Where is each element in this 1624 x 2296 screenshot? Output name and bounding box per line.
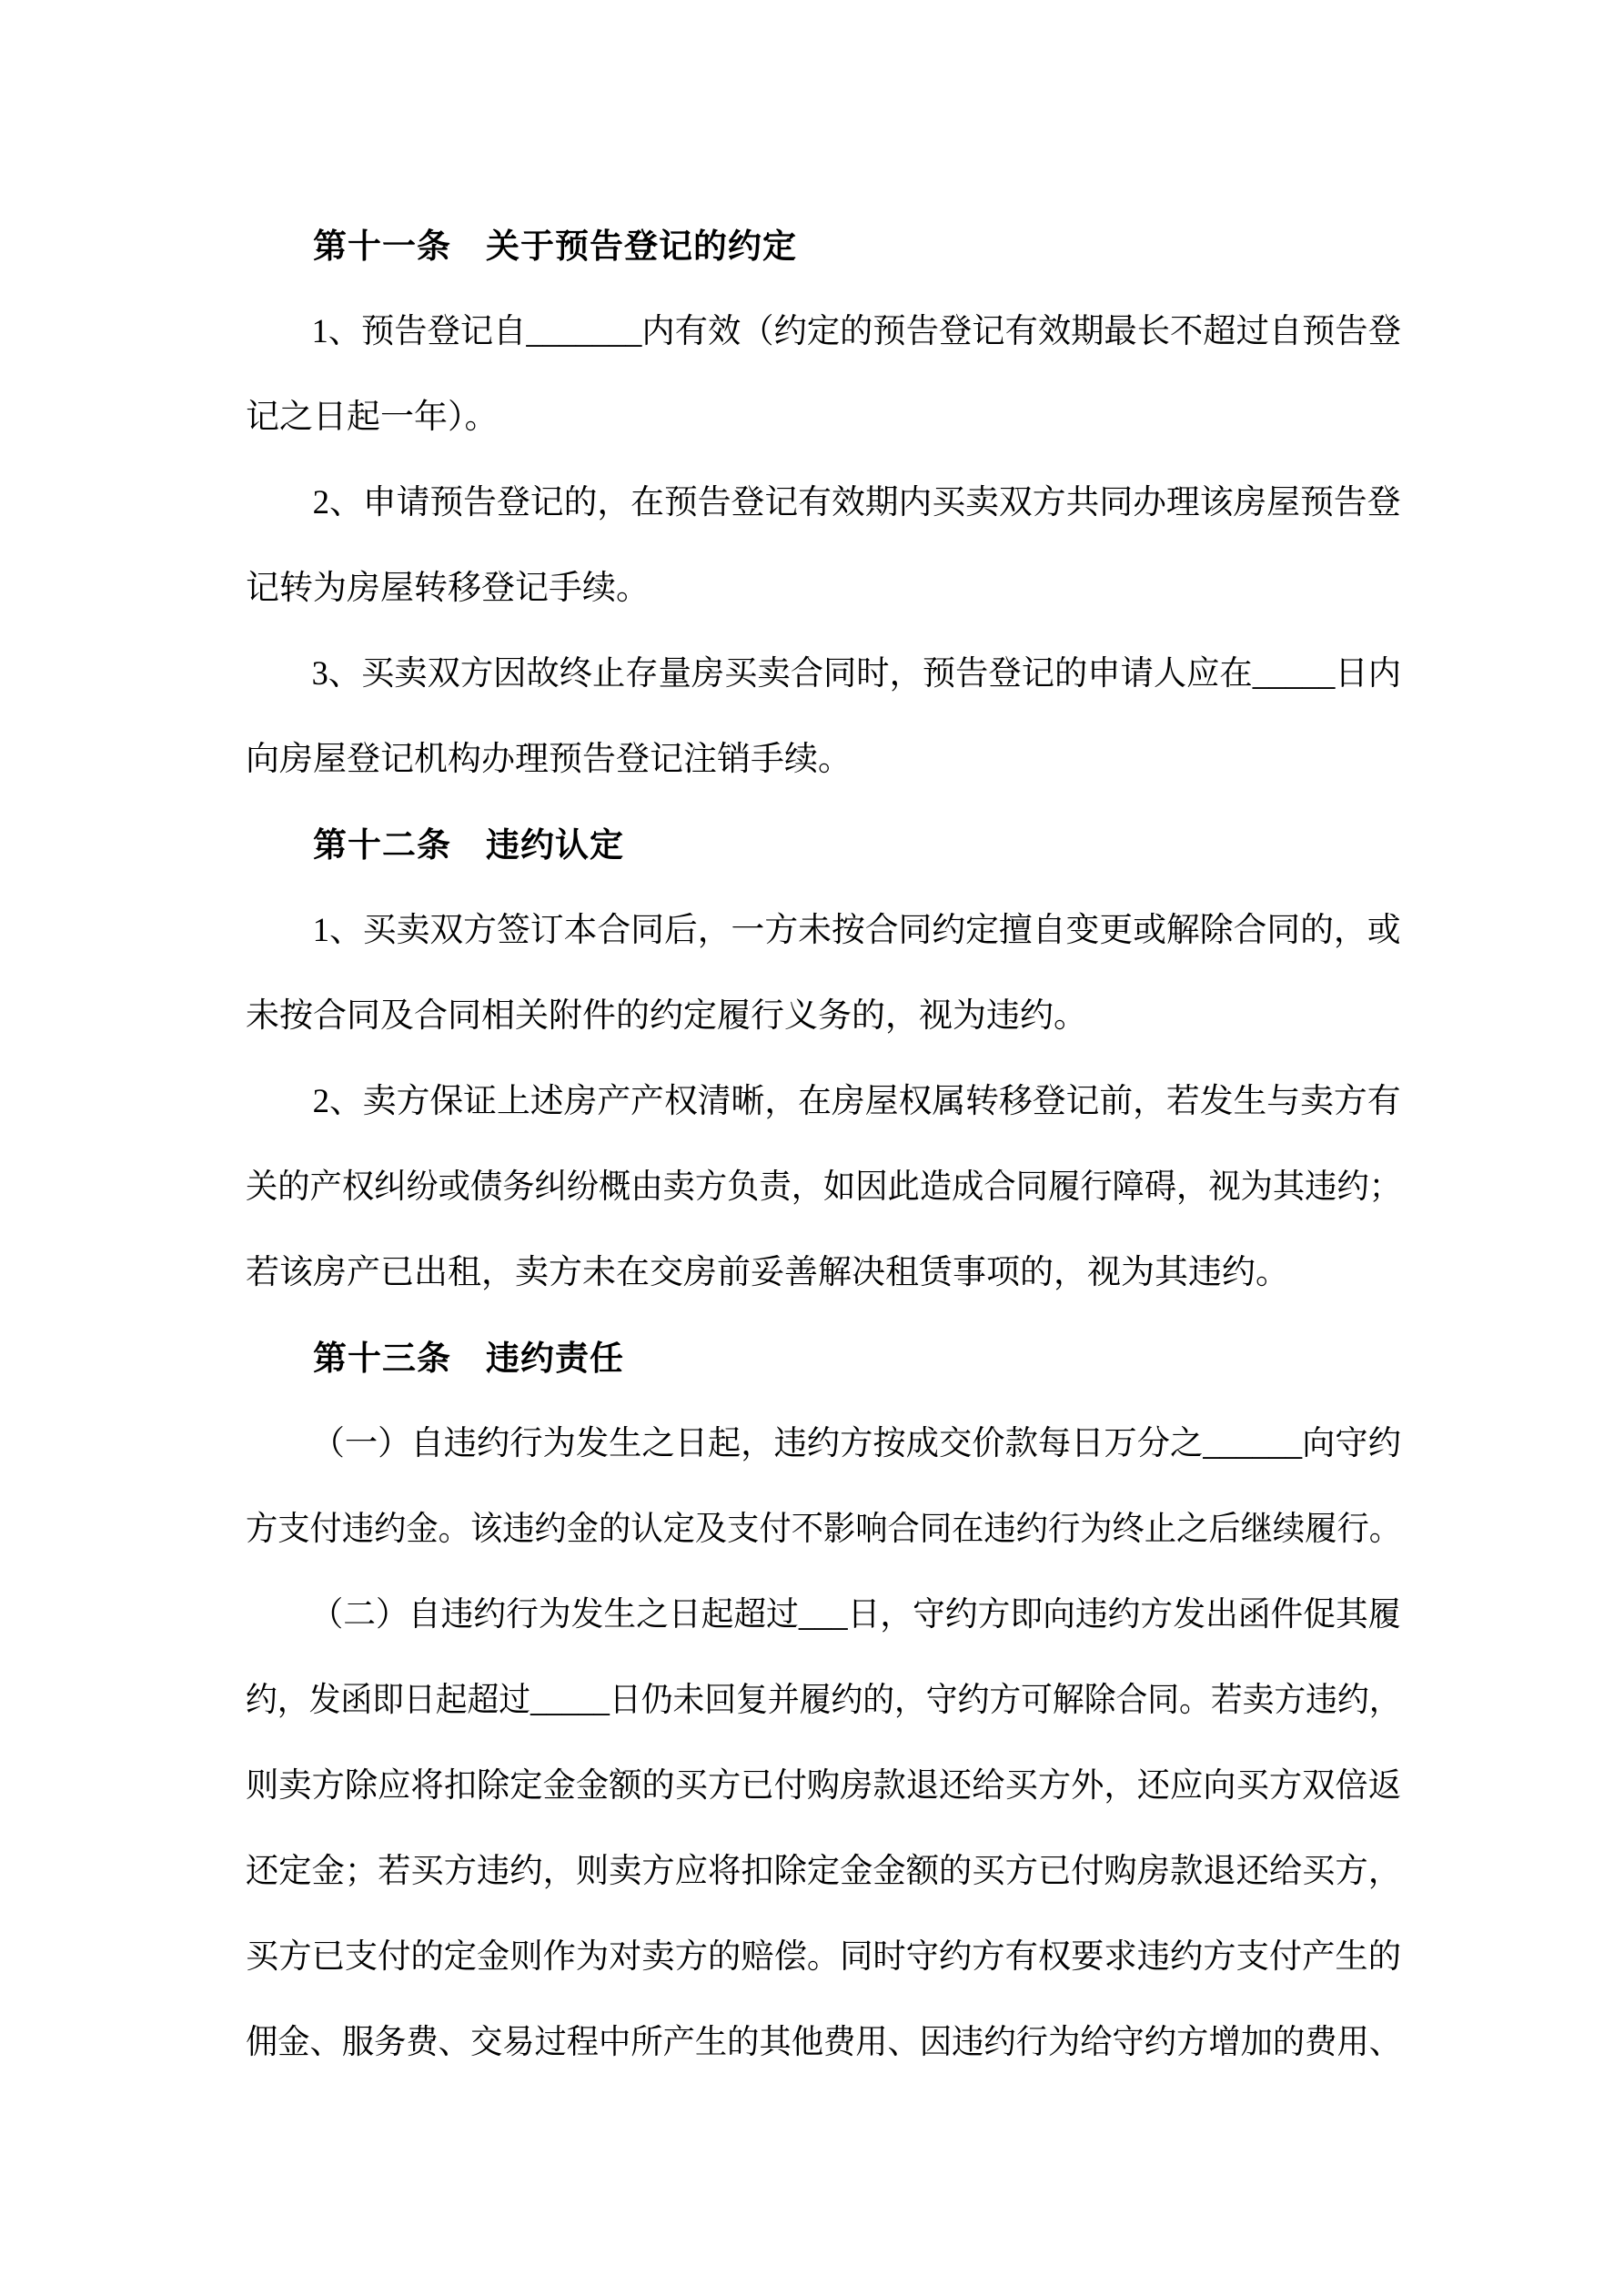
text-line: （二）自违约行为发生之日起超过___日，守约方即向违约方发出函件促其履 [310,1596,1401,1633]
text-line: 向房屋登记机构办理预告登记注销手续。 [246,741,852,778]
text-line: 关的产权纠纷或债务纠纷概由卖方负责，如因此造成合同履行障碍，视为其违约； [246,1168,1401,1206]
text-line: 1、买卖双方签订本合同后，一方未按合同约定擅自变更或解除合同的，或 [312,912,1401,949]
text-line: 若该房产已出租，卖方未在交房前妥善解决租赁事项的，视为其违约。 [246,1254,1289,1291]
heading-line: 第十二条 违约认定 [313,826,624,864]
heading-line: 第十三条 违约责任 [313,1340,624,1377]
heading-line: 第十一条 关于预告登记的约定 [313,228,797,265]
text-line: 则卖方除应将扣除定金金额的买方已付购房款退还给买方外，还应向买方双倍返 [246,1767,1401,1805]
text-line: 约，发函即日起超过_____日仍未回复并履约的，守约方可解除合同。若卖方违约， [246,1682,1401,1719]
text-line: 佣金、服务费、交易过程中所产生的其他费用、因违约行为给守约方增加的费用、 [246,2024,1401,2061]
text-line: 方支付违约金。该违约金的认定及支付不影响合同在违约行为终止之后继续履行。 [246,1511,1401,1548]
text-line: 记转为房屋转移登记手续。 [246,570,650,607]
text-line: 2、申请预告登记的，在预告登记有效期内买卖双方共同办理该房屋预告登 [312,484,1401,521]
text-line: 记之日起一年）。 [246,399,499,436]
text-line: 2、卖方保证上述房产产权清晰，在房屋权属转移登记前，若发生与卖方有 [312,1083,1401,1120]
document-body [246,204,1401,2086]
text-line: 3、买卖双方因故终止存量房买卖合同时，预告登记的申请人应在_____日内 [311,655,1402,693]
text-line: 1、预告登记自_______内有效（约定的预告登记有效期最长不超过自预告登 [311,313,1402,350]
text-line: （一）自违约行为发生之日起，违约方按成交价款每日万分之______向守约 [311,1425,1402,1462]
text-line: 未按合同及合同相关附件的约定履行义务的，视为违约。 [246,997,1087,1035]
text-line: 买方已支付的定金则作为对卖方的赔偿。同时守约方有权要求违约方支付产生的 [246,1938,1401,1976]
text-line: 还定金；若买方违约，则卖方应将扣除定金金额的买方已付购房款退还给买方， [246,1853,1401,1890]
